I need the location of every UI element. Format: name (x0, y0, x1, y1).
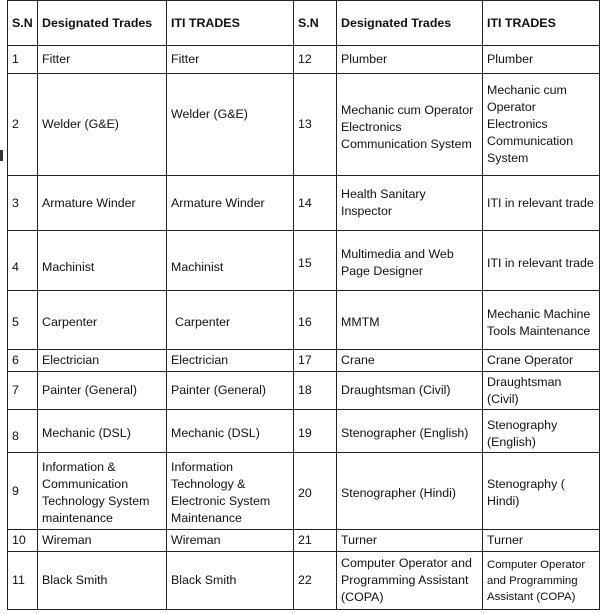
cell-iti: Mechanic (DSL) (167, 410, 294, 453)
cell-iti-2: Crane Operator (483, 350, 600, 372)
header-iti-trades: ITI TRADES (167, 1, 294, 46)
header-row (8, 1, 600, 46)
cell-iti-2: Stenography ( Hindi) (483, 453, 600, 530)
cell-sn-2: 21 (294, 530, 337, 552)
table-row (8, 552, 600, 610)
cell-sn: 7 (8, 372, 38, 410)
cell-sn-2: 18 (294, 372, 337, 410)
cell-iti-2: Mechanic Machine Tools Maintenance (483, 291, 600, 350)
cell-iti: Fitter (167, 46, 294, 74)
cell-iti-2: Turner (483, 530, 600, 552)
header-designated-trades-2: Designated Trades (337, 1, 483, 46)
cell-sn: 2 (8, 74, 38, 176)
cell-iti: Wireman (167, 530, 294, 552)
cell-sn-2: 19 (294, 410, 337, 453)
cell-iti: Painter (General) (167, 372, 294, 410)
cell-iti: Electrician (167, 350, 294, 372)
cell-sn: 5 (8, 291, 38, 350)
cell-sn-2: 20 (294, 453, 337, 530)
cell-sn: 3 (8, 176, 38, 231)
cell-iti-2: ITI in relevant trade (483, 231, 600, 291)
cell-iti: Carpenter (167, 291, 294, 350)
header-sn: S.N (8, 1, 38, 46)
cell-designated: Electrician (38, 350, 167, 372)
cell-sn: 4 (8, 231, 38, 291)
cell-iti-2: Stenography (English) (483, 410, 600, 453)
cell-designated: Wireman (38, 530, 167, 552)
table-row (8, 453, 600, 530)
cell-sn: 10 (8, 530, 38, 552)
cell-iti: Armature Winder (167, 176, 294, 231)
table-row (8, 74, 600, 176)
cell-designated-2: Stenographer (English) (337, 410, 483, 453)
cell-iti: Welder (G&E) (167, 74, 294, 176)
cell-iti-2: Plumber (483, 46, 600, 74)
table-row (8, 176, 600, 231)
cell-sn-2: 22 (294, 552, 337, 610)
cell-designated-2: Turner (337, 530, 483, 552)
table-row (8, 231, 600, 291)
cell-sn-2: 17 (294, 350, 337, 372)
cell-designated-2: Multimedia and Web Page Designer (337, 231, 483, 291)
cell-iti-2: Computer Operator and Programming Assistant (COPA) (483, 552, 600, 610)
cell-iti-2: Draughtsman (Civil) (483, 372, 600, 410)
header-iti-trades-2: ITI TRADES (483, 1, 600, 46)
cell-sn: 9 (8, 453, 38, 530)
cell-designated: Welder (G&E) (38, 74, 167, 176)
cell-sn-2: 14 (294, 176, 337, 231)
cell-designated: Carpenter (38, 291, 167, 350)
table-row (8, 46, 600, 74)
table-row (8, 410, 600, 453)
cell-designated: Armature Winder (38, 176, 167, 231)
cell-sn-2: 13 (294, 74, 337, 176)
trades-table (7, 0, 600, 610)
cell-iti: Black Smith (167, 552, 294, 610)
cell-designated-2: MMTM (337, 291, 483, 350)
cell-designated-2: Computer Operator and Programming Assistant (COPA) (337, 552, 483, 610)
cell-iti-2: Mechanic cum Operator Electronics Communication System (483, 74, 600, 176)
cell-sn: 6 (8, 350, 38, 372)
cell-iti: Information Technology & Electronic System Maintenance (167, 453, 294, 530)
cell-sn-2: 12 (294, 46, 337, 74)
page-edge-mark (0, 150, 3, 161)
cell-designated-2: Draughtsman (Civil) (337, 372, 483, 410)
cell-iti: Machinist (167, 231, 294, 291)
cell-designated: Machinist (38, 231, 167, 291)
cell-designated: Painter (General) (38, 372, 167, 410)
cell-iti-2: ITI in relevant trade (483, 176, 600, 231)
cell-designated-2: Plumber (337, 46, 483, 74)
cell-designated-2: Stenographer (Hindi) (337, 453, 483, 530)
cell-designated-2: Crane (337, 350, 483, 372)
cell-sn: 8 (8, 410, 38, 453)
header-sn-2: S.N (294, 1, 337, 46)
cell-sn: 11 (8, 552, 38, 610)
cell-designated: Information & Communication Technology System maintenance (38, 453, 167, 530)
table-row (8, 530, 600, 552)
table-row (8, 291, 600, 350)
cell-designated-2: Mechanic cum Operator Electronics Communication System (337, 74, 483, 176)
cell-designated: Mechanic (DSL) (38, 410, 167, 453)
table-row (8, 372, 600, 410)
cell-designated: Fitter (38, 46, 167, 74)
table-row (8, 350, 600, 372)
cell-sn: 1 (8, 46, 38, 74)
cell-sn-2: 15 (294, 231, 337, 291)
cell-sn-2: 16 (294, 291, 337, 350)
cell-designated: Black Smith (38, 552, 167, 610)
cell-designated-2: Health Sanitary Inspector (337, 176, 483, 231)
header-designated-trades: Designated Trades (38, 1, 167, 46)
